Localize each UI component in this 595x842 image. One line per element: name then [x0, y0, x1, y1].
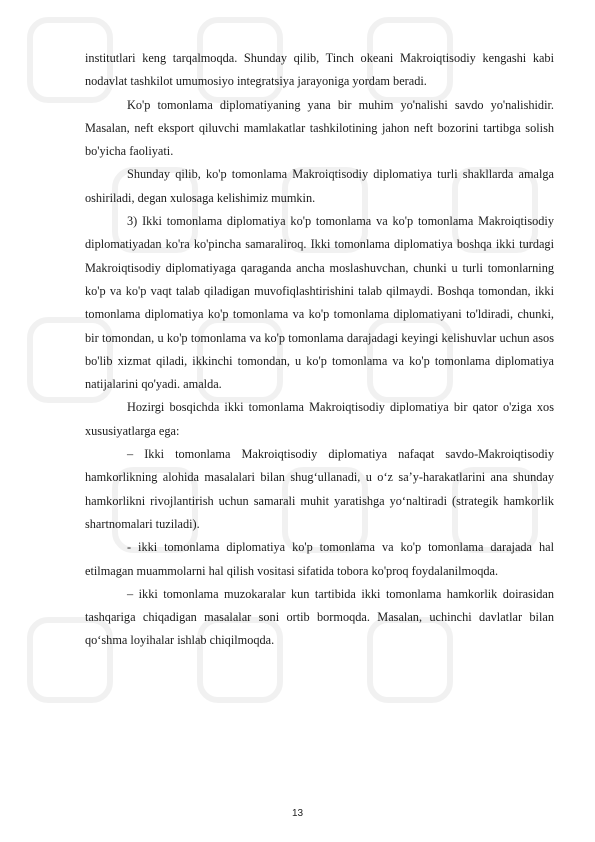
- page-number: 13: [291, 808, 304, 819]
- list-item: – Ikki tomonlama Makroiqtisodiy diplomatiya nafaqat savdo-Makroiqtisodiy hamkorlikning alohida masalalari bilan shug‘ullanadi, u o‘z sa’y-harakatlarini ana shunday hamkorlikni rivojlantirish uchun samarali muhit yaratishga yo‘naltiradi (strategik hamkorlik shartnomalari tuziladi).: [85, 447, 554, 531]
- body-text: [85, 47, 554, 653]
- list-item: - ikki tomonlama diplomatiya ko'p tomonlama va ko'p tomonlama darajada hal etilmagan muammolarni hal qilish vositasi sifatida tobora ko'proq foydalanilmoqda.: [85, 540, 554, 578]
- paragraph: Shunday qilib, ko'p tomonlama Makroiqtisodiy diplomatiya turli shakllarda amalga oshiriladi, degan xulosaga kelishimiz mumkin.: [85, 167, 554, 205]
- list-item: – ikki tomonlama muzokaralar kun tartibida ikki tomonlama hamkorlik doirasidan tashqariga chiqadigan masalalar soni ortib bormoqda. Masalan, uchinchi davlatlar bilan qo‘shma loyihalar ishlab chiqilmoqda.: [85, 586, 554, 648]
- paragraph-continuation: institutlari keng tarqalmoqda. Shunday qilib, Tinch okeani Makroiqtisodiy kengashi kabi nodavlat tashkilot umumosiyo integratsiya jarayoniga yordam beradi.: [85, 51, 554, 89]
- paragraph: Hozirgi bosqichda ikki tomonlama Makroiqtisodiy diplomatiya bir qator o'ziga xos xususiyatlarga ega:: [85, 400, 554, 438]
- paragraph: Ko'p tomonlama diplomatiyaning yana bir muhim yo'nalishi savdo yo'nalishidir. Masalan, neft eksport qiluvchi mamlakatlar tashkilotining jahon neft bozorini tartibga solish bo'yicha faoliyati.: [85, 97, 554, 159]
- paragraph: 3) Ikki tomonlama diplomatiya ko'p tomonlama va ko'p tomonlama Makroiqtisodiy diplomatiyadan ko'ra ko'pincha samaraliroq. Ikki tomonlama diplomatiya boshqa ikki turdagi Makroiqtisodiy diplomatiyaga qaraganda ancha moslashuvchan, chunki u turli tomonlarning ko'p va ko'p vaqt talab qiladigan muvofiqlashtirishini talab qilmaydi. Boshqa tomondan, ikki tomonlama diplomatiya ko'p tomonlama va ko'p tomonlama diplomatiyani to'ldiradi, chunki, bir tomondan, u ko'p tomonlama va ko'p tomonlama darajadagi keyingi kelishuvlar uchun asos bo'lib xizmat qiladi, ikkinchi tomondan, u ko'p tomonlama va ko'p tomonlama diplomatiya natijalarini qo'yadi. amalda.: [85, 214, 554, 392]
